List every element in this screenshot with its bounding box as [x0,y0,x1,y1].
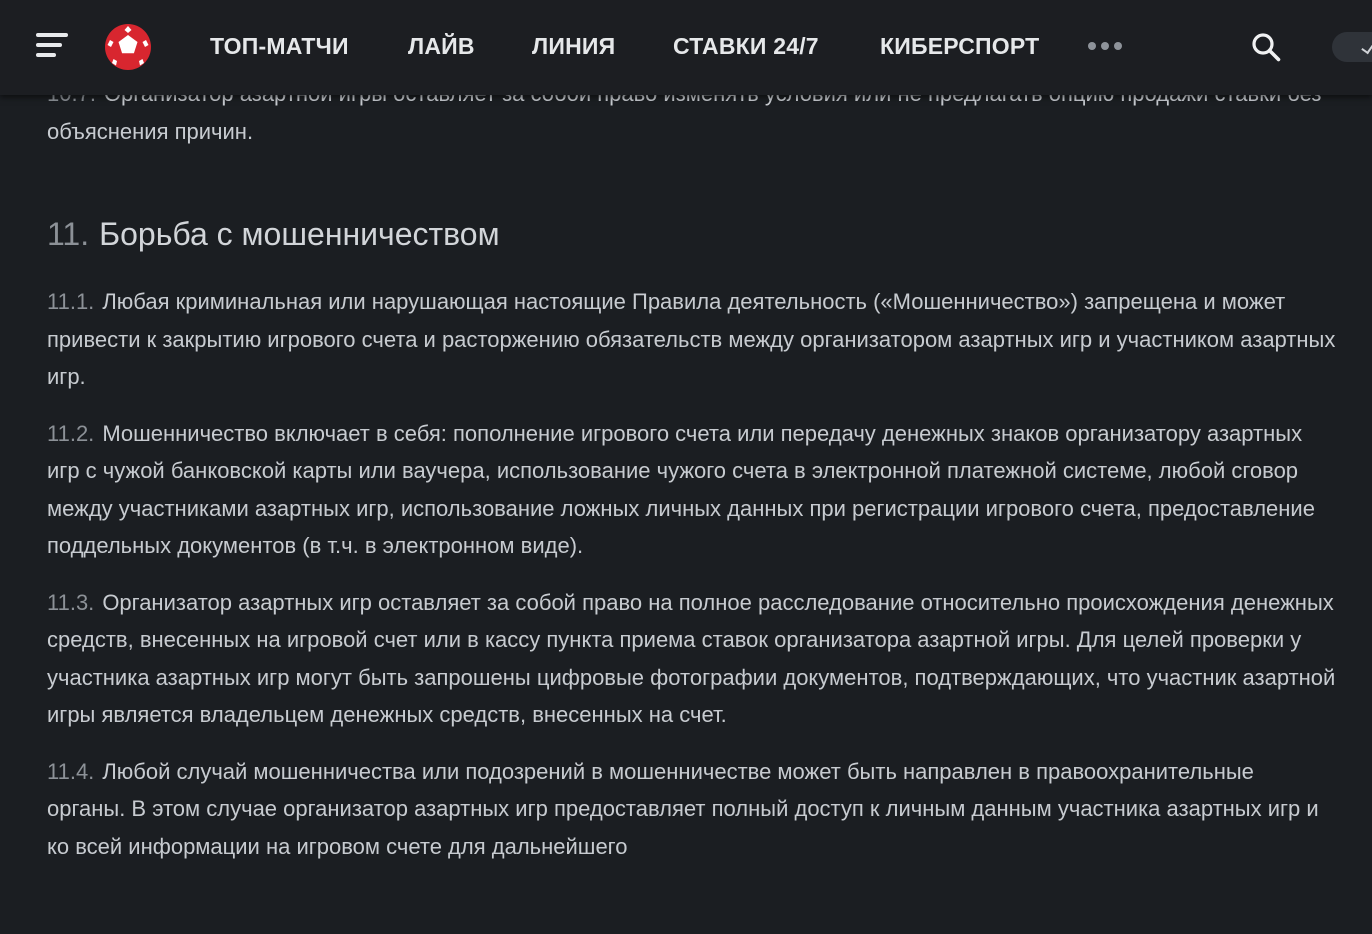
theme-toggle[interactable] [1332,32,1372,62]
hamburger-menu-icon[interactable] [36,33,70,59]
rules-content [47,75,1337,884]
check-icon [1361,40,1372,54]
paragraph-text: Организатор азартных игр оставляет за собой право на полное расследование относительно происхождения денежных средств, внесенных на игровой счет или в кассу пункта приема ставок организатора азартной игры. Для целей проверки у участника азартных игр могут быть запрошены цифровые фотографии документов, подтверждающих, что участник азартной игры является владельцем денежных средств, внесенных на счет. [47,589,1336,727]
section-heading [47,214,1337,254]
section-number: 11. [47,216,90,252]
paragraph-text: Мошенничество включает в себя: пополнение игрового счета или передачу денежных знаков организатору азартных игр с чужой банковской карты или ваучера, использование чужого счета в электронной платежной системе, любой сговор между участниками азартных игр, использование ложных личных данных при регистрации игрового счета, предоставление поддельных документов (в т.ч. в электронном виде). [47,420,1315,558]
paragraph-text: Любой случай мошенничества или подозрений в мошенничестве может быть направлен в правоохранительные органы. В этом случае организатор азартных игр предоставляет полный доступ к личным данным участника азартных игр и ко всей информации на игровом счете для дальнейшего [47,758,1319,859]
paragraph-number: 11.4. [47,758,95,784]
nav-item-top-matches[interactable]: ТОП-МАТЧИ [210,33,349,59]
nav-item-esports[interactable]: КИБЕРСПОРТ [880,33,1040,59]
rules-paragraph-11-3 [47,584,1337,734]
paragraph-number: 11.2. [47,420,95,446]
paragraph-text: Любая криминальная или нарушающая настоящие Правила деятельность («Мошенничество») запрещена и может привести к закрытию игрового счета и расторжению обязательств между организатором азартных игр и участником азартных игр. [47,289,1336,389]
more-dots-icon[interactable] [1088,42,1124,52]
rules-paragraph-11-4 [47,753,1337,866]
section-title: Борьба с мошенничеством [99,216,500,252]
football-ball-logo-icon[interactable] [104,23,152,71]
paragraph-number: 11.1. [47,289,95,314]
search-icon[interactable] [1250,31,1282,63]
nav-item-live[interactable]: ЛАЙВ [408,33,475,59]
top-navigation-bar [0,0,1372,95]
rules-paragraph-11-1 [47,283,1337,396]
paragraph-number: 11.3. [47,589,95,615]
nav-item-line[interactable]: ЛИНИЯ [532,33,616,59]
rules-paragraph-11-2 [47,415,1337,565]
paragraph-text: объяснения причин. [47,118,254,144]
nav-item-bets-24-7[interactable]: СТАВКИ 24/7 [673,33,819,59]
